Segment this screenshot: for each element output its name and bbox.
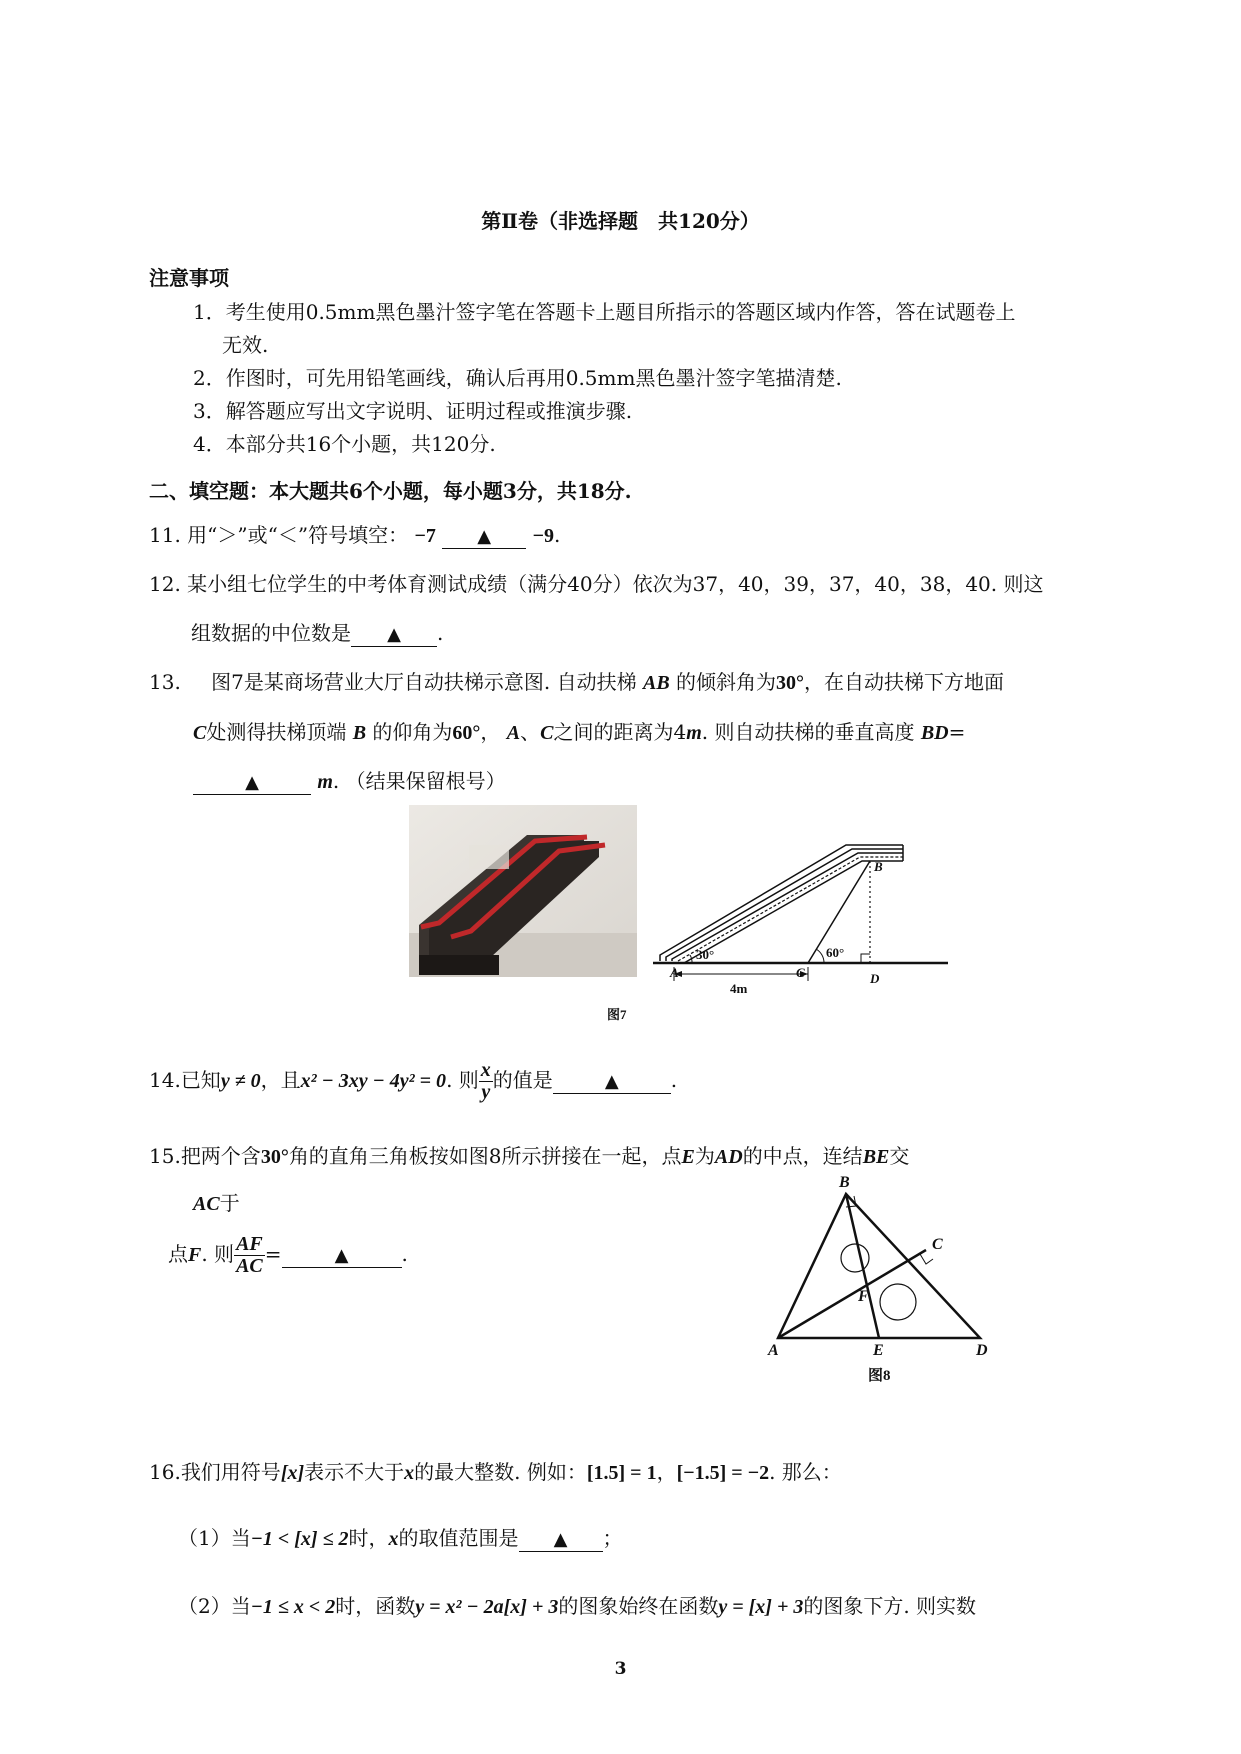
question-13: 13. 图7是某商场营业大厅自动扶梯示意图. 自动扶梯 AB 的倾斜角为30°，在自动扶梯下方地面 [149,670,1005,694]
page-number: 3 [614,1659,627,1679]
fig7-label-30deg: 30° [696,947,715,962]
question-15-line2: AC于 [193,1191,240,1215]
fig8-label-a: A [768,1342,779,1359]
fig7-label-d: D [870,971,880,986]
answer-blank-15[interactable]: ▲ [282,1245,402,1268]
figure-7-diagram [648,805,948,1005]
fig8-label-d: D [976,1342,988,1359]
question-16: 16.我们用符号[x]表示不大于x的最大整数. 例如：[1.5] = 1，[−1.5] = −2. 那么： [149,1460,842,1484]
fig7-label-60deg: 60° [826,945,845,960]
section-title: 第Ⅱ卷（非选择题 共120分） [481,209,760,233]
escalator-photo [409,805,637,977]
part2-heading: 二、填空题：本大题共6个小题，每小题3分，共18分. [149,479,632,503]
note-item-4: 4．本部分共16个小题，共120分. [193,432,496,456]
note-item-2: 2．作图时，可先用铅笔画线，确认后再用0.5mm黑色墨汁签字笔描清楚. [193,366,842,390]
q11-right-value: −9 [532,525,554,547]
fig7-label-a: A [670,965,679,980]
fig8-label-b: B [839,1174,850,1191]
question-12: 12. 某小组七位学生的中考体育测试成绩（满分40分）依次为37，40，39，37，40，38，40. 则这 [149,572,1044,596]
question-14: 14.已知y ≠ 0，且x² − 3xy − 4y² = 0. 则 $\frac{x}{y}$ 的值是 ▲ . [149,1059,678,1103]
fig8-label-c: C [932,1236,943,1253]
answer-blank-12[interactable]: ▲ [351,624,437,647]
q11-left-value: −7 [414,525,436,547]
notes-heading: 注意事项 [149,266,229,290]
fig7-label-b: B [874,859,883,874]
question-11: 11. 用“＞”或“＜”符号填空： −7 ▲ −9. [149,523,561,547]
note-item-1: 1．考生使用0.5mm黑色墨汁签字笔在答题卡上题目所指示的答题区域内作答，答在试题卷上 [193,300,1016,324]
fig8-label-f: F [858,1288,869,1305]
answer-blank-13[interactable]: ▲ [193,772,311,795]
question-12-line2: 组数据的中位数是 ▲ . [191,621,444,645]
question-15: 15.把两个含30°角的直角三角板按如图8所示拼接在一起，点E为AD的中点，连结BE交 [149,1144,910,1168]
question-15-line3: 点F. 则 $\frac{AF}{AC}$ = ▲ . [168,1233,408,1277]
fig7-label-c: C [796,965,805,980]
figure-7-caption: 图7 [607,1007,627,1022]
fig7-label-distance: 4m [730,981,748,996]
note-item-3: 3．解答题应写出文字说明、证明过程或推演步骤. [193,399,633,423]
fig8-label-e: E [873,1342,884,1359]
question-13-line2: C处测得扶梯顶端 B 的仰角为60°， A、C之间的距离为4m. 则自动扶梯的垂直高度 BD= [193,720,966,744]
note-item-1-cont: 无效. [222,333,269,357]
q14-fraction: $\frac{x}{y}$ [480,1059,491,1103]
answer-blank-11[interactable]: ▲ [442,526,526,549]
question-16-part2: （2）当−1 ≤ x < 2时，函数y = x² − 2a[x] + 3的图象始终在函数y = [x] + 3的图象下方. 则实数 [178,1594,977,1618]
answer-blank-16-1[interactable]: ▲ [519,1529,603,1552]
answer-blank-14[interactable]: ▲ [553,1071,671,1094]
q15-fraction: $\frac{AF}{AC}$ [236,1233,263,1277]
figure-8-caption: 图8 [868,1368,891,1384]
question-13-line3: ▲ m. （结果保留根号） [193,769,506,795]
figure-8-diagram [750,1174,1000,1380]
question-16-part1: （1）当−1 < [x] ≤ 2时，x的取值范围是 ▲ ； [178,1526,623,1550]
